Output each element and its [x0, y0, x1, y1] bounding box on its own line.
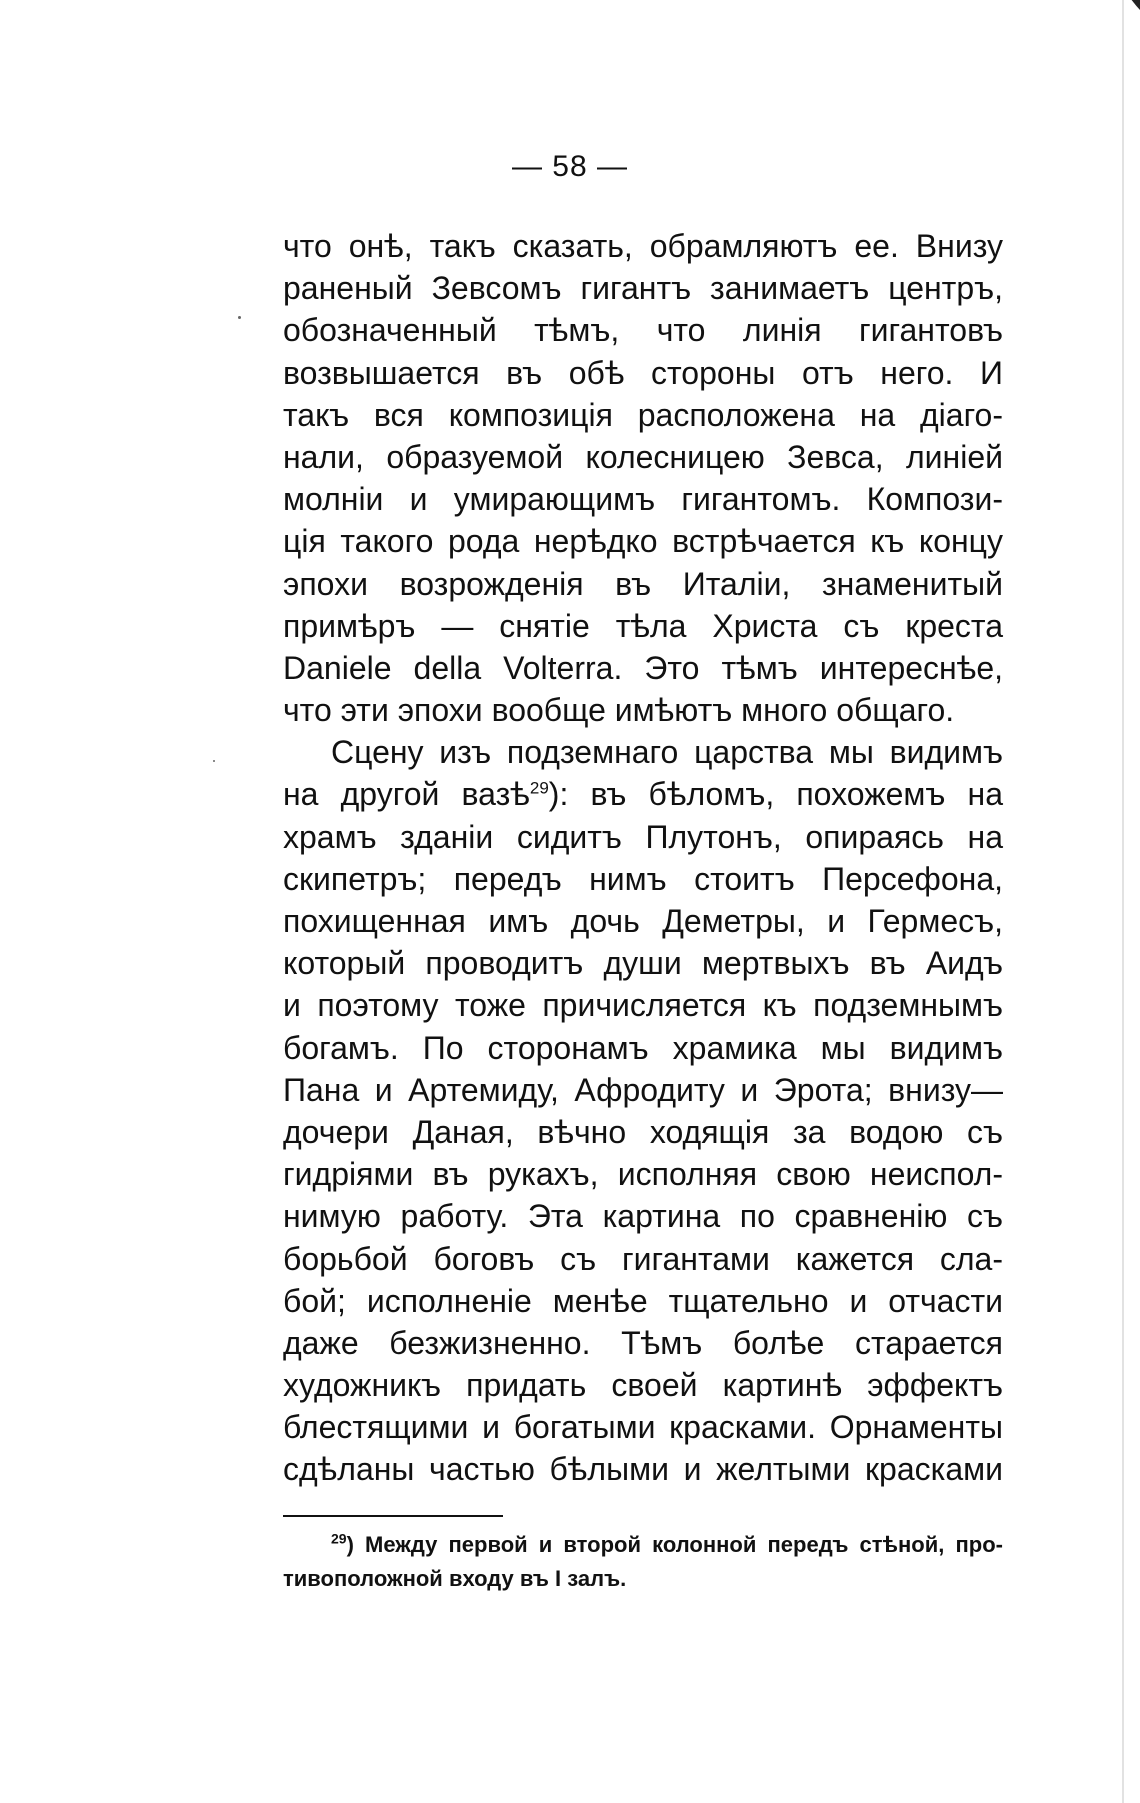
text-line: Сцену изъ подземнаго царства мы видимъ	[331, 734, 1003, 771]
text-line: обозначенный тѣмъ, что линія гигантовъ	[283, 312, 1003, 349]
text-line: борьбой боговъ съ гигантами кажется сла-	[283, 1240, 1003, 1277]
footnote-divider	[283, 1515, 503, 1517]
text-line-with-footnote-ref	[283, 773, 1003, 815]
text-line: храмъ зданіи сидитъ Плутонъ, опираясь на	[283, 818, 1003, 855]
text-line: возвышается въ обѣ стороны отъ него. И	[283, 354, 1003, 391]
text-segment: на другой вазѣ	[283, 776, 530, 813]
scan-speck	[213, 760, 215, 762]
text-line: скипетръ; передъ нимъ стоитъ Персефона,	[283, 860, 1003, 897]
text-segment: ): въ бѣломъ, похожемъ на	[548, 776, 1003, 813]
text-line: который проводитъ души мертвыхъ въ Аидъ	[283, 945, 1003, 982]
text-line: ція такого рода нерѣдко встрѣчается къ концу	[283, 523, 1003, 560]
text-line: примѣръ — снятіе тѣла Христа съ креста	[283, 607, 1003, 644]
paragraph-1	[283, 225, 1003, 731]
text-line: Пана и Артемиду, Афродиту и Эрота; внизу—	[283, 1071, 1003, 1108]
text-line: раненый Зевсомъ гигантъ занимаетъ центръ,	[283, 270, 1003, 307]
text-line: похищенная имъ дочь Деметры, и Гермесъ,	[283, 903, 1003, 939]
footnote	[283, 1528, 1003, 1596]
footnote-line	[283, 1528, 1003, 1562]
paragraph-2	[283, 731, 1003, 1490]
scan-speck	[238, 316, 241, 319]
text-line: и поэтому тоже причисляется къ подземнымъ	[283, 987, 1003, 1024]
footnote-reference: 29	[529, 778, 549, 798]
text-line: дочери Даная, вѣчно ходящія за водою съ	[283, 1113, 1003, 1150]
text-line: нимую работу. Эта картина по сравненію съ	[283, 1198, 1003, 1235]
main-text	[283, 225, 1003, 1491]
text-line: что онѣ, такъ сказать, обрамляютъ ее. Внизу	[283, 228, 1003, 264]
text-line: что эти эпохи вообще имѣютъ много общаго.	[283, 692, 955, 729]
text-line: гидріями въ рукахъ, исполняя свою неиспол-	[283, 1156, 1003, 1193]
text-line: сдѣланы частью бѣлыми и желтыми красками	[283, 1451, 1003, 1488]
scan-corner-mark	[1128, 0, 1140, 10]
text-line: такъ вся композиція расположена на діаго-	[283, 396, 1003, 433]
text-line: художникъ придать своей картинѣ эффектъ	[283, 1367, 1003, 1404]
page-number: — 58 —	[511, 150, 629, 183]
text-line: нали, образуемой колесницею Зевса, линіей	[283, 438, 1003, 475]
text-line: Daniele della Volterra. Это тѣмъ интереснѣе,	[283, 649, 1003, 686]
text-line: даже безжизненно. Тѣмъ болѣе старается	[283, 1324, 1003, 1361]
scan-edge-line	[1122, 0, 1124, 1803]
footnote-marker: 29	[331, 1530, 347, 1547]
footnote-text: ) Между первой и второй колонной передъ стѣной, про-	[346, 1532, 1003, 1557]
footnote-line: тивоположной входу въ I залъ.	[283, 1566, 627, 1591]
text-line: блестящими и богатыми красками. Орнаменты	[283, 1409, 1003, 1446]
text-line: молніи и умирающимъ гигантомъ. Компози-	[283, 481, 1003, 518]
text-line: богамъ. По сторонамъ храмика мы видимъ	[283, 1029, 1003, 1066]
text-line: эпохи возрожденія въ Италіи, знаменитый	[283, 565, 1003, 602]
text-line: бой; исполненіе менѣе тщательно и отчасти	[283, 1282, 1003, 1319]
